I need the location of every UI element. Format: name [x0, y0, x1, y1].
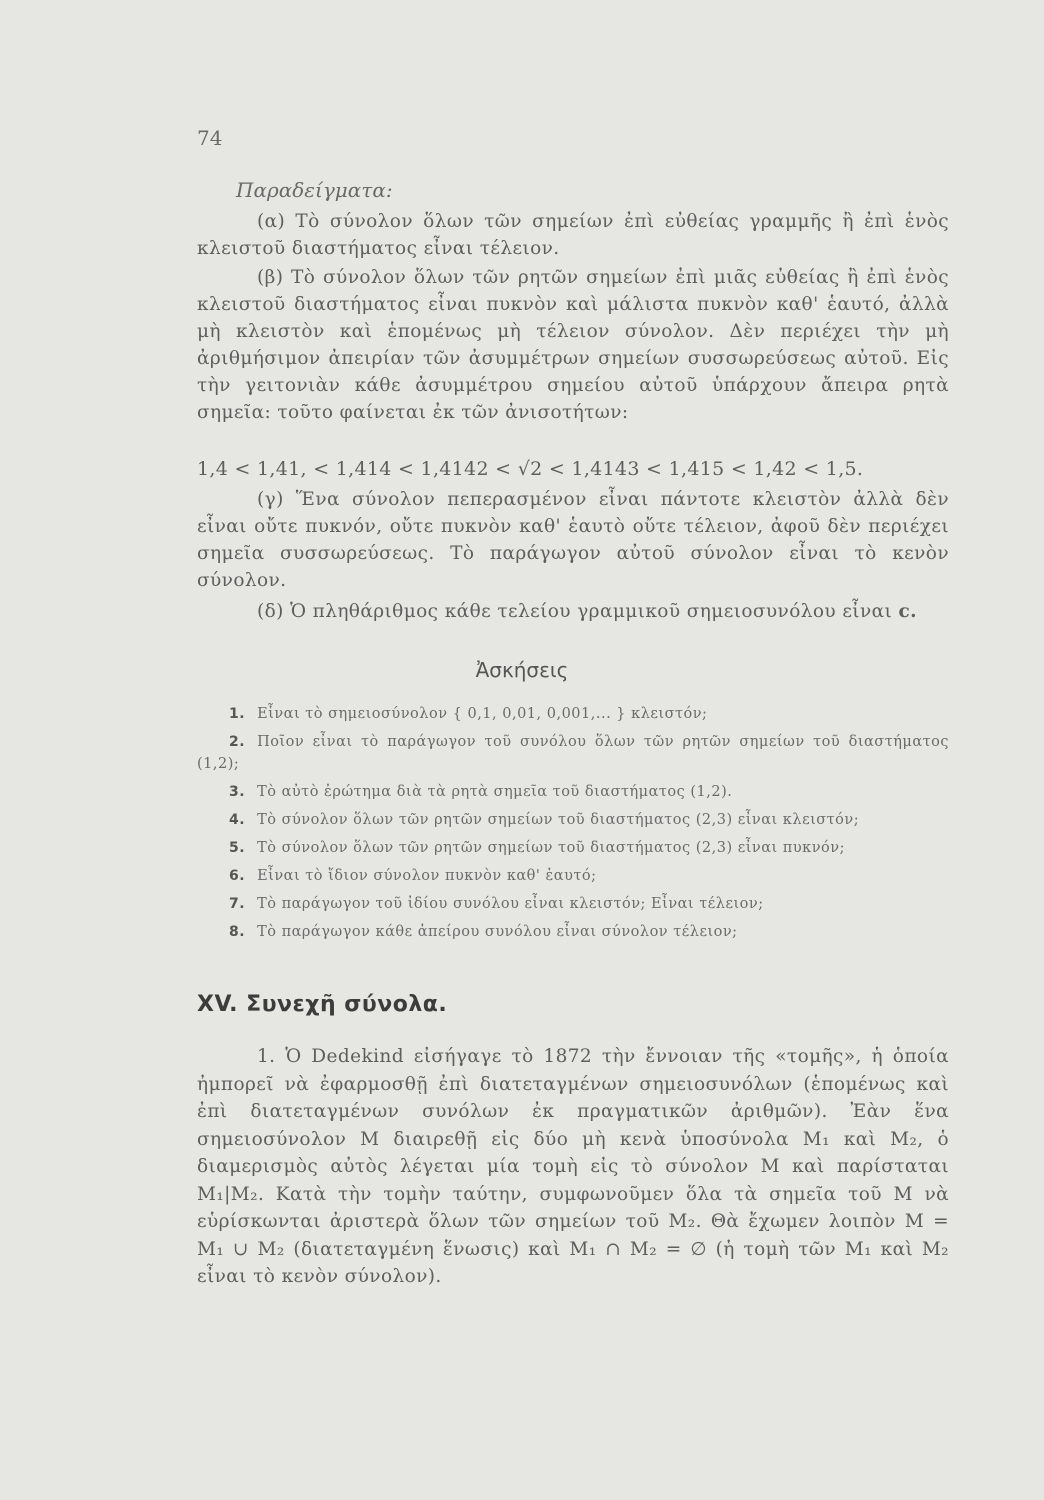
exercise-number: 7. [229, 896, 246, 912]
exercise-number: 6. [229, 868, 246, 884]
exercise-number: 8. [229, 924, 246, 940]
exercise-text: Εἶναι τὸ σημειοσύνολον { 0,1, 0,01, 0,001,... } κλειστόν; [257, 706, 708, 722]
exercise-number: 4. [229, 812, 246, 828]
exercise-item [197, 703, 949, 725]
exercise-number: 3. [229, 784, 246, 800]
dedekind-paragraph-text: Ὁ Dedekind εἰσήγαγε τὸ 1872 τὴν ἔννοιαν τῆς «τομῆς», ἡ ὁποία ἠμπορεῖ νὰ ἐφαρμοσθῇ ἐπὶ διατεταγμένων σημειοσυνόλων (ἑπομένως καὶ ἐπὶ διατεταγμένων συνόλων ἐκ πραγματικῶν ἀριθμῶν). Ἐὰν ἕνα σημειοσύνολον M διαιρεθῇ εἰς δύο μὴ κενὰ ὑποσύνολα M₁ καὶ M₂, ὁ διαμερισμὸς αὐτὸς λέγεται μία τομὴ εἰς τὸ σύνολον M καὶ παρίσταται M₁|M₂. Κατὰ τὴν τομὴν ταύτην, συμφωνοῦμεν ὅλα τὰ σημεῖα τοῦ M νὰ εὑρίσκωνται ἀριστερὰ ὅλων τῶν σημείων τοῦ M₂. Θὰ ἔχωμεν λοιπὸν M = M₁ ∪ M₂ (διατεταγμένη ἕνωσις) καὶ M₁ ∩ M₂ = ∅ (ἡ τομὴ τῶν M₁ καὶ M₂ εἶναι τὸ κενὸν σύνολον). [197, 1046, 949, 1287]
chapter-title: XV. Συνεχῆ σύνολα. [197, 992, 448, 1017]
exercise-item [197, 837, 949, 859]
exercise-number: 5. [229, 840, 246, 856]
exercise-item [197, 893, 949, 915]
example-g [197, 486, 949, 594]
exercise-item [197, 921, 949, 943]
example-a-text: Τὸ σύνολον ὅλων τῶν σημείων ἐπὶ εὐθείας γραμμῆς ἢ ἐπὶ ἑνὸς κλειστοῦ διαστήματος εἶναι τέλειον. [197, 211, 950, 259]
example-g-label: (γ) [257, 489, 284, 510]
exercise-text: Τὸ αὐτὸ ἐρώτημα διὰ τὰ ρητὰ σημεῖα τοῦ διαστήματος (1,2). [257, 784, 733, 800]
example-b-label: (β) [257, 267, 284, 288]
exercise-text: Τὸ παράγωγον κάθε ἀπείρου συνόλου εἶναι σύνολον τέλειον; [257, 924, 738, 940]
exercise-item [197, 809, 949, 831]
exercises-list [197, 703, 949, 943]
examples-heading: Παραδείγματα: [236, 178, 393, 202]
exercise-item [197, 865, 949, 887]
example-b [197, 264, 949, 426]
example-d-text: Ὁ πληθάριθμος κάθε τελείου γραμμικοῦ σημειοσυνόλου εἶναι [290, 601, 893, 622]
exercise-item [197, 781, 949, 803]
example-b-text: Τὸ σύνολον ὅλων τῶν ρητῶν σημείων ἐπὶ μιᾶς εὐθείας ἢ ἐπὶ ἑνὸς κλειστοῦ διαστήματος εἶναι πυκνὸν καὶ μάλιστα πυκνὸν καθ' ἑαυτό, ἀλλὰ μὴ κλειστὸν καὶ ἑπομένως μὴ τέλειον σύνολον. Δὲν περιέχει τὴν μὴ ἀριθμήσιμον ἀπειρίαν τῶν ἀσυμμέτρων σημείων συσσωρεύσεως αὐτοῦ. Εἰς τὴν γειτονιὰν κάθε ἀσυμμέτρου σημείου αὐτοῦ ὑπάρχουν ἄπειρα ρητὰ σημεῖα: τοῦτο φαίνεται ἐκ τῶν ἀνισοτήτων: [197, 267, 949, 423]
inequality-formula: 1,4 < 1,41, < 1,414 < 1,4142 < √2 < 1,4143 < 1,415 < 1,42 < 1,5. [197, 458, 864, 480]
paragraph-number: 1. [257, 1046, 276, 1067]
exercise-text: Τὸ παράγωγον τοῦ ἰδίου συνόλου εἶναι κλειστόν; Εἶναι τέλειον; [257, 896, 764, 912]
exercise-text: Εἶναι τὸ ἴδιον σύνολον πυκνὸν καθ' ἑαυτό; [257, 868, 597, 884]
dedekind-paragraph [197, 1043, 949, 1291]
exercise-number: 1. [229, 706, 246, 722]
exercise-item [197, 731, 949, 775]
example-d-label: (δ) [257, 601, 284, 622]
exercise-text: Τὸ σύνολον ὅλων τῶν ρητῶν σημείων τοῦ διαστήματος (2,3) εἶναι πυκνόν; [257, 840, 845, 856]
cardinality-symbol: c. [898, 601, 917, 622]
exercise-text: Ποῖον εἶναι τὸ παράγωγον τοῦ συνόλου ὅλων τῶν ρητῶν σημείων τοῦ διαστήματος (1,2); [197, 734, 949, 772]
example-a [197, 208, 949, 262]
exercises-heading: Ἀσκήσεις [475, 658, 569, 682]
exercise-text: Τὸ σύνολον ὅλων τῶν ρητῶν σημείων τοῦ διαστήματος (2,3) εἶναι κλειστόν; [257, 812, 860, 828]
example-g-text: Ἕνα σύνολον πεπερασμένον εἶναι πάντοτε κλειστὸν ἀλλὰ δὲν εἶναι οὔτε πυκνόν, οὔτε πυκνὸν καθ' ἑαυτὸ οὔτε τέλειον, ἀφοῦ δὲν περιέχει σημεῖα συσσωρεύσεως. Τὸ παράγωγον αὐτοῦ σύνολον εἶναι τὸ κενὸν σύνολον. [197, 489, 950, 591]
exercise-number: 2. [229, 734, 246, 750]
example-d [197, 598, 949, 625]
page-number: 74 [197, 126, 223, 150]
example-a-label: (α) [257, 211, 286, 232]
